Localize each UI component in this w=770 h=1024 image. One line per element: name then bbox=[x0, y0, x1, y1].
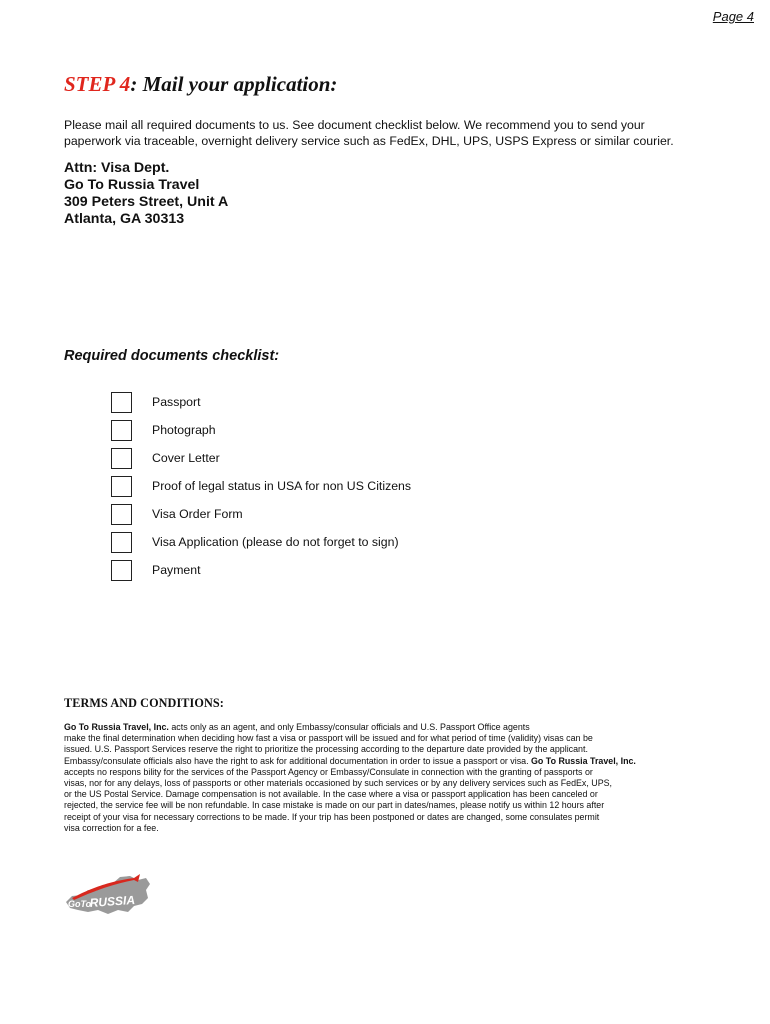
checklist-item-photograph bbox=[111, 416, 411, 444]
documents-checklist bbox=[111, 388, 411, 584]
step-label: STEP 4 bbox=[64, 72, 131, 96]
address-street: 309 Peters Street, Unit A bbox=[64, 194, 229, 210]
payment-checkbox[interactable] bbox=[111, 560, 132, 581]
checklist-item-label: Visa Application (please do not forget to sign) bbox=[152, 535, 399, 549]
step-separator: : bbox=[130, 72, 138, 96]
checklist-item-cover-letter bbox=[111, 444, 411, 472]
visa-order-form-checkbox[interactable] bbox=[111, 504, 132, 525]
checklist-item-label: Payment bbox=[152, 563, 201, 577]
intro-line: paperwork via traceable, overnight delivery service such as FedEx, DHL, UPS, USPS Express or similar courier. bbox=[64, 134, 674, 148]
terms-line: visa correction for a fee. bbox=[64, 822, 159, 833]
intro-line: Please mail all required documents to us. See document checklist below. We recommend you to send your bbox=[64, 118, 645, 132]
terms-line: make the final determination when deciding how fast a visa or passport will be issued and for what period of time (validity) visas can be bbox=[64, 733, 593, 744]
address-attn: Attn: Visa Dept. bbox=[64, 160, 170, 176]
checklist-item-legal-status bbox=[111, 472, 411, 500]
checklist-item-passport bbox=[111, 388, 411, 416]
checklist-item-visa-order-form bbox=[111, 500, 411, 528]
goto-russia-logo bbox=[62, 868, 152, 916]
checklist-item-payment bbox=[111, 556, 411, 584]
visa-application-checkbox[interactable] bbox=[111, 532, 132, 553]
step-title: Mail your application: bbox=[142, 72, 338, 96]
terms-line: Embassy/consulate officials also have the right to ask for additional documentation in order to issue a passport or visa. Go To Russia Travel, Inc. bbox=[64, 755, 636, 766]
address-company: Go To Russia Travel bbox=[64, 177, 200, 193]
checklist-item-label: Visa Order Form bbox=[152, 507, 243, 521]
terms-company: Go To Russia Travel, Inc. bbox=[531, 755, 636, 766]
address-city: Atlanta, GA 30313 bbox=[64, 211, 185, 227]
terms-line: rejected, the service fee will be non refundable. In case mistake is made on our part in dates/names, please notify us within 12 hours after bbox=[64, 800, 605, 811]
passport-checkbox[interactable] bbox=[111, 392, 132, 413]
checklist-item-label: Passport bbox=[152, 395, 201, 409]
terms-line: issued. U.S. Passport Services reserve the right to prioritize the processing according to the departure date provided by the applicant. bbox=[64, 744, 588, 755]
logo-text-left: GoTo bbox=[68, 899, 92, 909]
checklist-item-visa-application bbox=[111, 528, 411, 556]
terms-line: Go To Russia Travel, Inc. acts only as an agent, and only Embassy/consular officials and U.S. Passport Office agents bbox=[64, 722, 530, 732]
cover-letter-checkbox[interactable] bbox=[111, 448, 132, 469]
page-number: Page 4 bbox=[712, 9, 754, 24]
terms-line: accepts no respons bility for the services of the Passport Agency or Embassy/Consulate in connection with the granting of passports or bbox=[64, 766, 593, 777]
checklist-item-label: Cover Letter bbox=[152, 451, 220, 465]
terms-title: TERMS AND CONDITIONS: bbox=[64, 696, 224, 710]
terms-company: Go To Russia Travel, Inc. bbox=[64, 722, 169, 732]
terms-body bbox=[64, 722, 689, 834]
checklist-item-label: Proof of legal status in USA for non US Citizens bbox=[152, 479, 412, 493]
checklist-title: Required documents checklist: bbox=[64, 348, 280, 364]
terms-line: visas, nor for any delays, loss of passports or other materials occasioned by such services or by any delivery services such as FedEx, UPS, bbox=[64, 778, 613, 789]
intro-paragraph bbox=[64, 117, 694, 149]
step-heading bbox=[64, 72, 337, 97]
mailing-address bbox=[64, 160, 228, 228]
photograph-checkbox[interactable] bbox=[111, 420, 132, 441]
legal-status-checkbox[interactable] bbox=[111, 476, 132, 497]
terms-line: or the US Postal Service. Damage compensation is not available. In the case where a visa or passport application has been canceled or bbox=[64, 789, 598, 800]
logo-text-right: RUSSIA bbox=[89, 892, 136, 910]
terms-line: receipt of your visa for necessary corrections to be made. If your trip has been postponed or dates are changed, some consulates permit bbox=[64, 811, 600, 822]
checklist-item-label: Photograph bbox=[152, 423, 216, 437]
